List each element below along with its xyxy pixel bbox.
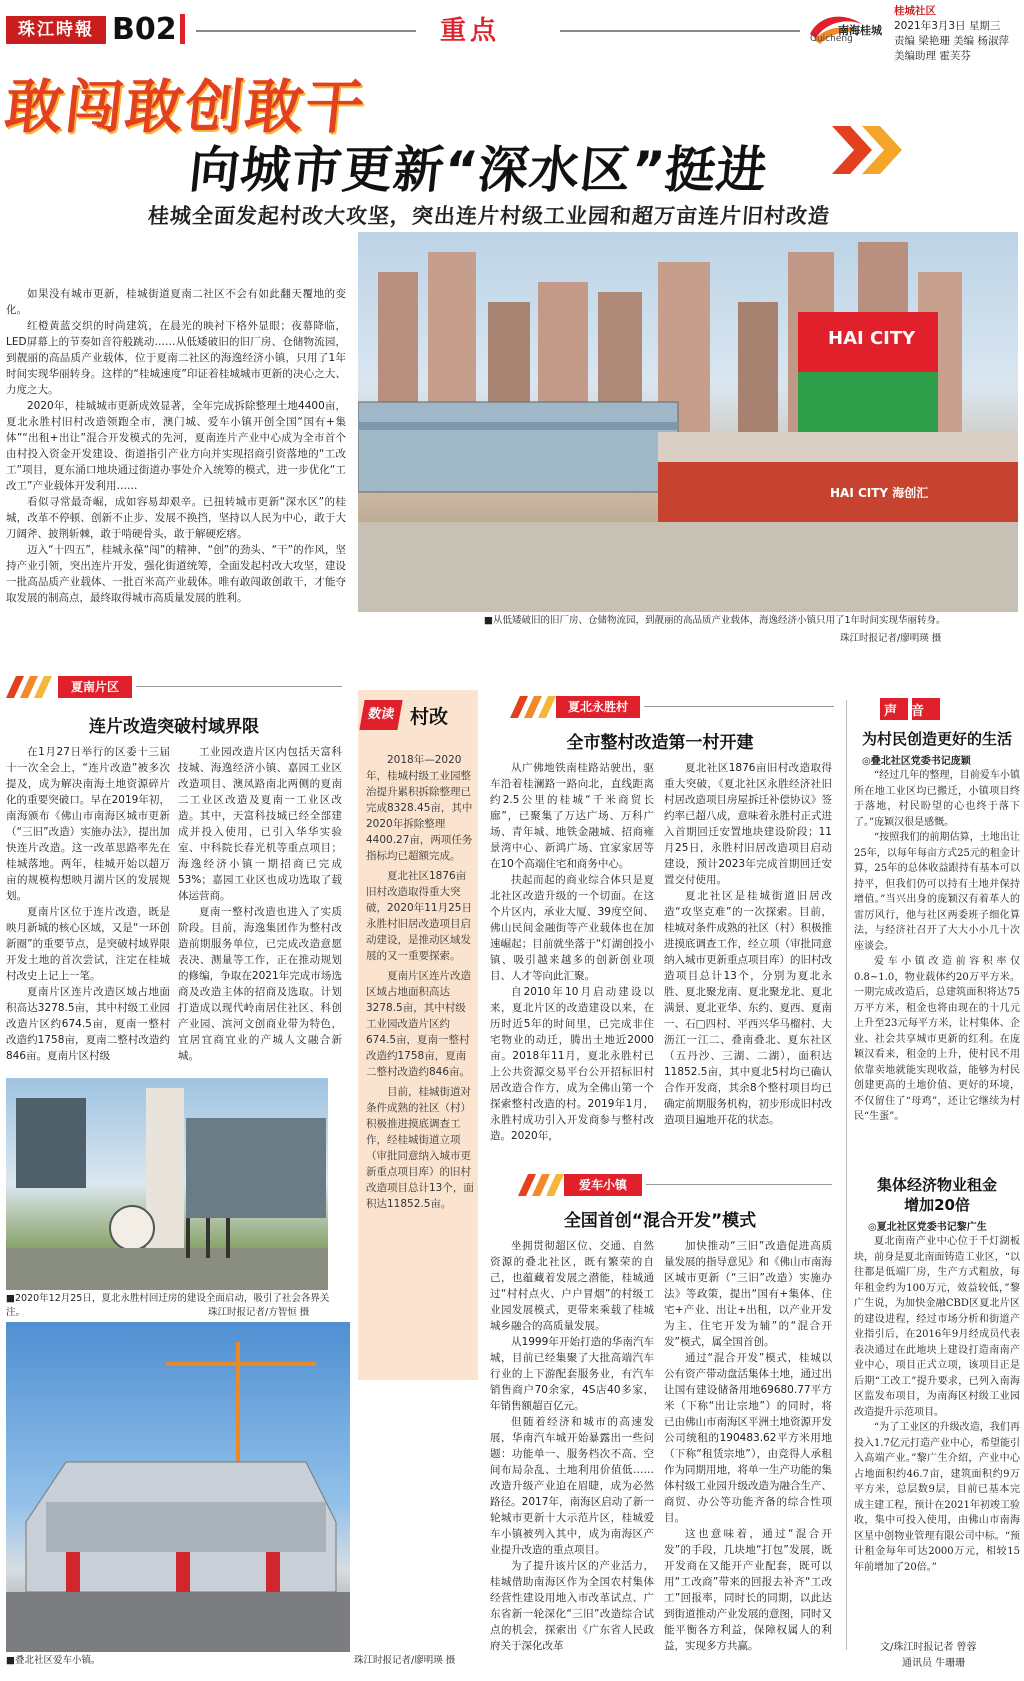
- paragraph: 爱车小镇改造前容积率仅0.8~1.0，物业载体约20万平方米。一期完成改造后，总建筑面积将达75万平方米，租金也将由现在的十几元上升至23元每平方米，让村集体、企业、社会共享城市更新的红利。在庞颖汉看来，租金的上升，使村民不用依靠卖地就能实现收益，能够为村民创建更高的土地价值、更好的环境，不仅留住了“母鸡”，还让它继续为村民“生蛋”。: [854, 956, 1020, 1122]
- paragraph: 夏南一整村改造也进入了实质阶段。目前，海逸集团作为整村改造前期服务单位，已完成改造意愿表决、测量等工作，正在推动规划的修编，争取在2021年完成市场选商及改造主体的招商及选取。计划打造成以现代岭南居住社区、科创产业园、滨河文创商业带为特色，宜居宜商宜业的产城人文融合新城。: [178, 906, 342, 1062]
- sidebar-paragraph: 目前，桂城街道对条件成熟的社区（村）积极推进摸底调查工作，经桂城街道立项（审批同意纳入城市更新重点项目库）的旧村改造项目总计13个，面积达11852.5亩。: [366, 1086, 474, 1210]
- section-rule: [644, 706, 834, 707]
- rent-title-line-1: 集体经济物业租金: [876, 1176, 997, 1194]
- section-stripes-icon: [6, 676, 54, 698]
- sidebar-paragraph: 夏北社区1876亩旧村改造取得重大突破，2020年11月25日永胜村旧居改造项目启动建设，是推动区域发展的又一重要探索。: [366, 870, 472, 962]
- rent-credit-1: 文/珠江时报记者 曾蓉: [880, 1642, 977, 1653]
- sidebar-paragraph: 夏南片区连片改造区域占地面积高达3278.5亩，其中村级工业园改造片区约674.5亩，夏南一整村改造约1758亩，夏南二整村改造约846亩。: [366, 970, 471, 1078]
- masthead-rule-left: [196, 30, 416, 32]
- hero-illustration: [358, 232, 1018, 612]
- hero-caption: ■从低矮破旧的旧厂房、仓储物流园，到靓丽的高品质产业载体，海逸经济小镇只用了1年时间实现华丽转身。: [484, 615, 946, 626]
- paragraph: 加快推动“三旧”改造促进高质量发展的指导意见》和《佛山市南海区城市更新（“三旧”改造）实施办法》等政策，提出“国有+集体、住宅+产业、出让+出租，以产业开发为主、住宅开发为辅”的“混合开发”模式，属全国首创。: [664, 1240, 832, 1348]
- headline-kicker: 敢闯敢创敢干: [1, 73, 370, 141]
- photo2-caption: ■2020年12月25日，夏北永胜村回迁房的建设全面启动，吸引了社会各界关注。: [6, 1293, 330, 1318]
- section-stripes-icon: [518, 1174, 566, 1196]
- section-title-aiche: 全国首创“混合开发”模式: [563, 1211, 757, 1231]
- lead-paragraph: 迈入“十四五”，桂城永葆“闯”的精神、“创”的劲头、“干”的作风，坚持产业引领，突出连片开发，强化街道统筹，全面发起村改大攻坚，建设一批高品质产业载体、一批百米高产业载体。唯有敢闯敢创敢干，才能夺取发展的制高点，最终取得城市高质量发展的胜利。: [6, 544, 346, 604]
- xianan-col-1: [6, 744, 170, 1064]
- editor-line-2: 美编助理 霍芙芬: [894, 50, 971, 62]
- hero-photo: [358, 232, 1018, 612]
- paragraph: 自2010年10月启动建设以来，夏北片区的改造建设以来，在历时近5年的时间里，已完成非住宅物业的动迁，腾出土地近2000亩。2018年11月，夏北永胜村已上公共资源交易平台公开招标旧村居改造合作方，成为全佛山第一个探索整村改造的村。2019年1月，永胜村成功引入开发商参与整村改造。2020年，: [490, 986, 654, 1142]
- masthead-divider: [180, 14, 185, 44]
- section-rule: [646, 1184, 832, 1185]
- lead-paragraph: 看似寻常最奇崛，成如容易却艰辛。已扭转城市更新“深水区”的桂城，改革不停顿、创新不止步、发展不换挡，坚持以人民为中心，敢于大刀阔斧、披荆斩棘，敢于啃硬骨头，敢于解硬疙瘩。: [6, 496, 346, 540]
- section-label-xianan: 夏南片区: [58, 676, 132, 698]
- headline-title: 向城市更新“深水区”挺进: [186, 141, 771, 199]
- paragraph: “按照我们的前期估算，土地出让25年，以每年每亩方式25元的租金计算，25年的总体收益跟持有基本可以持平，但我们仍可以持有土地并保持增值。”当兴出身的庞颖汉有着革人的雷厉风行，他与社区两委班子细化算法，与经济社召开了大大小小几十次座谈会。: [854, 832, 1020, 952]
- paragraph: 从广佛地铁南桂路站驶出，驱车沿着桂澜路一路向北，直线距离约2.5公里的桂城“千米商贸长廊”，已聚集了万达广场、万科广场、青年城、地铁金融城、招商雍景湾中心、新鸿广场、宜家家居等在10个高端住宅和商务中心。: [490, 762, 654, 870]
- xiabei-col-1: [490, 760, 654, 1144]
- chevron-arrows-icon: [832, 122, 908, 178]
- photo-illustration: [6, 1078, 328, 1290]
- rent-byline: ◎夏北社区党委书记黎广生: [868, 1222, 987, 1233]
- paragraph: 夏北南南产业中心位于千灯湖板块，前身是夏北南面铸造工业区，“以往都是低端厂房，生产方式粗放，每年租金约为100万元，效益较低，”黎广生说，为加快金融CBD区夏北片区的建设进程，经过市场分析和街道产业指引后，在2016年9月经成员代表表决通过在此地块上建设打造南南产业中心，项目正式立项，该项目正是后期“工改工”提升要求，已列入南海区监发布项目，为南海区村级工业园改造提升示范项目。: [854, 1236, 1020, 1418]
- section-label-xiabei: 夏北永胜村: [556, 696, 640, 718]
- paragraph: 工业园改造片区内包括天富科技城、海逸经济小镇、嘉园工业区改造项目、澳凤路南北两侧的夏南二工业区改造及夏南一工业区改造。其中，天富科技城已经全部建成并投入使用，已引入华华实验室、中科院长春光机等重点项目；海逸经济小镇一期招商已完成53%；嘉园工业区也成功选取了载体运营商。: [178, 746, 342, 902]
- issue-date: 2021年3月3日 星期三: [894, 20, 1001, 32]
- voice-text: [854, 768, 1020, 1125]
- xianan-col-2: [178, 744, 342, 1064]
- paragraph: “为了工业区的升级改造，我们再投入1.7亿元打造产业中心，希望能引入高端产业。”黎广生介绍，产业中心占地面积约46.7亩，建筑面积约9万平方米，总层数9层，目前已基本完成主建工程，预计在2021年初竣工验收，集中可投入使用，由佛山市南海区星中创物业管理有限公司中标。“预计租金每年可达2000万元，相较15年前增加了20倍。”: [854, 1422, 1020, 1573]
- paragraph: 这也意味着，通过“混合开发”的手段，几块地“打包”发展，既开发商在又能开产业配套，既可以用“工改商”带来的回报去补齐“工改工”回报率，同时长的同期，以此达到街道推动产业发展的意图，同时又能平衡各方利益，保障权属人的利益，实现多方共赢。: [664, 1528, 832, 1652]
- xiabei-col-2: [664, 760, 832, 1128]
- newspaper-logo: 珠江時報: [6, 16, 106, 44]
- column-name: 桂城社区: [894, 5, 936, 17]
- brand-name: 南海桂城: [838, 24, 882, 37]
- aiche-col-1: [490, 1238, 654, 1654]
- lead-paragraph: 如果没有城市更新，桂城街道夏南二社区不会有如此翻天覆地的变化。: [6, 288, 346, 316]
- paragraph: 在1月27日举行的区委十三届十一次全会上，“连片改造”被多次提及，成为解决南海土地资源碎片化的重要突破口。早在2019年初，南海颁布《佛山市南海区城市更新（“三旧”改造）实施办法》，提出加快连片改造。这一改革思路率先在桂城落地。两年，桂城开始以超万亩的规模构想映月湖片区的发展规划。: [6, 746, 170, 902]
- section-title-xianan: 连片改造突破村域界限: [89, 717, 259, 737]
- section-stripes-icon: [510, 696, 558, 718]
- section-name: 重点: [440, 16, 501, 46]
- sidebar-title: 村改: [410, 706, 449, 728]
- photo-illustration: [6, 1322, 350, 1652]
- section-title-xiabei: 全市整村改造第一村开建: [566, 733, 754, 753]
- editor-line-1: 责编 梁艳珊 美编 杨淑萍: [894, 35, 1010, 47]
- paragraph: 夏北社区1876亩旧村改造取得重大突破，《夏北社区永胜经济社旧村居改造项目房屋拆迁补偿协议》签约率已超八成，意味着永胜村正式进入首期回迁安置地块建设阶段；11月25日，永胜村旧居改造项目启动建设，预计2023年完成首期回迁安置交付使用。: [664, 762, 832, 886]
- paragraph: 为了提升该片区的产业活力，桂城借助南海区作为全国农村集体经营性建设用地入市改革试点、广东省新一轮深化“三旧”改造综合试点的机会，探索出《广东省人民政府关于深化改革: [490, 1560, 654, 1652]
- paragraph: 从1999年开始打造的华南汽车城，目前已经集聚了大批高端汽车行业的上下游配套服务业，有汽车销售商户70余家，4S店40多家，年销售额超百亿元。: [490, 1336, 654, 1412]
- photo3-caption: ■叠北社区爱车小镇。: [6, 1655, 101, 1666]
- photo-aiche-town: [6, 1322, 350, 1652]
- aiche-col-2: [664, 1238, 832, 1654]
- paragraph: 扶起而起的商业综合体只是夏北社区改造升级的一个切面。在这个片区内，承业大厦、39度空间、佛山民间金融街等产业载体也在加速崛起；目前就坐落于“灯湖创投小镇、吸引越来越多的创新创业项目、人才等向此汇聚。: [490, 874, 654, 982]
- hero-sign-lower: HAI CITY 海创汇: [830, 486, 929, 500]
- masthead-rule-right: [560, 30, 800, 32]
- paragraph: “经过几年的整理，目前爱车小镇所在地工业区均已搬迁，小镇项目终于落地，村民盼望的心也终于落下了。”庞颖汉很是感慨。: [854, 770, 1020, 828]
- sidebar-text: [366, 752, 474, 1216]
- sidebar-tag: 数读: [359, 700, 402, 730]
- rent-title-line-2: 增加20倍: [904, 1196, 970, 1214]
- paragraph: 通过“混合开发”模式，桂城以公有资产带动盘活集体土地，通过出让国有建设储备用地69680.77平方米（下称“出让宗地”）的同时，将已由佛山市南海区平洲土地资源开发公司统租的190483.62平方米用地（下称“租赁宗地”），由竞得人承租作为同期用地，将单一生产功能的集体村级工业园升级改造为融合生产、商贸、办公等功能齐备的综合性项目。: [664, 1352, 832, 1524]
- sidebar-paragraph: 2018年—2020年，桂城村级工业园整治提升累积拆除整理已完成8328.45亩，其中2020年拆除整理4400.27亩，两项任务指标均已超额完成。: [366, 754, 473, 862]
- brand-subtitle: Guicheng: [810, 34, 853, 44]
- voice-tag: 声音: [884, 704, 939, 719]
- voice-title: 为村民创造更好的生活: [861, 730, 1012, 748]
- headline-subtitle: 桂城全面发起村改大攻坚，突出连片村级工业园和超万亩连片旧村改造: [147, 204, 831, 228]
- paragraph: 夏南片区位于连片改造，既是映月新城的核心区域，又是“一环创新圈”的重要节点，是突破村域界限开发土地的首次尝试，注定在桂城村改史上记上一笔。: [6, 906, 170, 982]
- paragraph: 坐拥贯彻超区位、交通、自然资源的叠北社区，既有繁荣的自己，也蕴藏着发展之潜能，桂城通过“村村点火、户户冒烟”的村级工业园发展模式，更带来乘载了桂城城乡融合的高质量发展。: [490, 1240, 654, 1332]
- hero-credit: 珠江时报记者/廖明瑛 摄: [840, 633, 942, 644]
- rent-credit-2: 通讯员 牛珊珊: [902, 1658, 966, 1669]
- hero-sign: HAI CITY: [828, 328, 916, 349]
- paragraph: 夏北社区是桂城街道旧居改造“攻坚克难”的一次探索。目前，桂城对条件成熟的社区（村）积极推进摸底调查工作，经立项（审批同意纳入城市更新重点项目库）的旧村改造项目总计13个，分别为夏北永胜、夏北聚龙南、夏北聚龙北、夏北满景、夏北亚华、东约、夏西、夏南一、石□四村、平西兴华马榴村、大沥江一江二、叠南叠北、夏东社区（五丹沙、三湖、二湖），面积达11852.5亩，其中夏北5村均已确认合作开发商，其余8个整村项目均已确定前期服务机构，初步形成旧村改造项目遍地开花的状态。: [664, 890, 832, 1126]
- section-rule: [136, 686, 342, 687]
- photo2-credit: 珠江时报记者/方智恒 摄: [208, 1307, 310, 1318]
- paragraph: 夏南片区连片改造区域占地面积高达3278.5亩，其中村级工业园改造片区约674.5亩，夏南一整村改造约1758亩，夏南二整村改造约846亩。夏南片区村级: [6, 986, 170, 1062]
- masthead-info: [894, 4, 1022, 64]
- lead-article: [6, 286, 346, 606]
- lead-paragraph: 2020年，桂城城市更新成效显著，全年完成拆除整理土地4400亩，夏北永胜村旧村改造领跑全市，澳门城、爱车小镇开创全国“国有+集体”“出租+出让”混合开发模式的先河，夏南连片产业中心成为全市首个由村投入资金开发建设、街道指引产业方向并实现招商引资落地的“工改工”项目，夏东涌口地块通过街道办事处介入统筹的模式，进一步优化“工改工”产业载体开发利用……: [6, 400, 346, 492]
- section-label-aiche: 爱车小镇: [564, 1174, 642, 1196]
- rent-text: [854, 1234, 1020, 1575]
- column-divider: [846, 700, 847, 1650]
- photo3-credit: 珠江时报记者/廖明瑛 摄: [354, 1655, 456, 1666]
- voice-byline: ◎叠北社区党委书记庞颖: [862, 756, 971, 767]
- lead-paragraph: 红橙黄蓝交织的时尚建筑，在晨光的映衬下格外显眼；夜幕降临，LED屏幕上的节奏如音符般跳动……从低矮破旧的旧厂房、仓储物流园，到靓丽的高品质产业载体，位于夏南二社区的海逸经济小镇，只用了1年时间实现华丽转身。这样的“桂城速度”印证着桂城城市更新的决心之大、力度之大。: [6, 320, 346, 396]
- paragraph: 但随着经济和城市的高速发展，华南汽车城开始暴露出一些问题：功能单一、服务档次不高、空间布局杂乱、土地利用价值低……改造升级产业迫在眉睫，成为必然路径。2017年，南海区启动了新一轮城市更新十大示范片区，桂城爱车小镇被列入其中，成为南海区产业提升改造的重点项目。: [490, 1416, 654, 1556]
- photo-construction-ceremony: [6, 1078, 328, 1290]
- page-number: B02: [112, 12, 177, 47]
